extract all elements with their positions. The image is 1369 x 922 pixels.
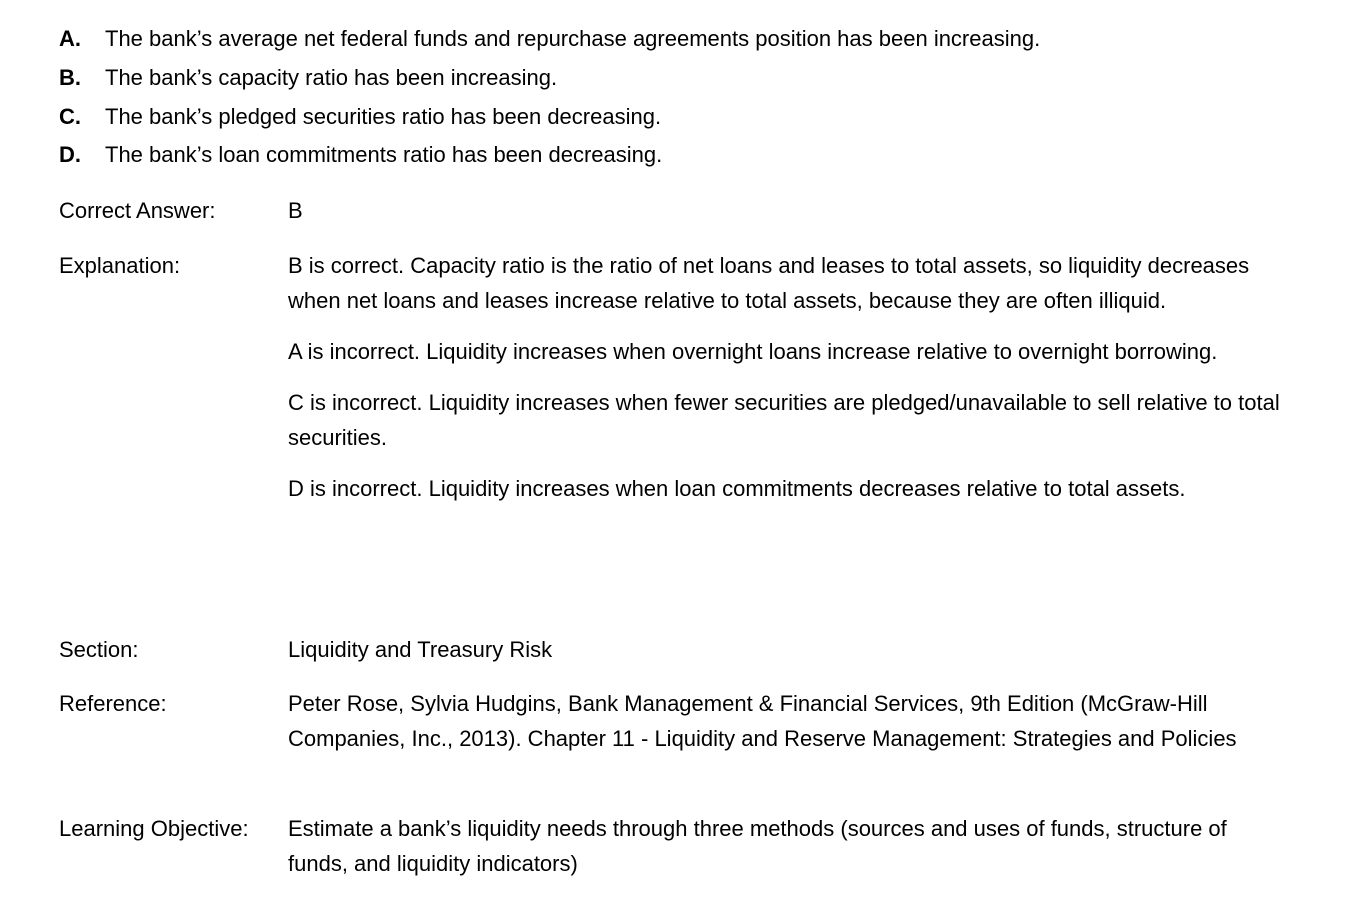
explanation-paragraph: C is incorrect. Liquidity increases when fewer securities are pledged/unavailable to sell relative to total securities. — [288, 390, 1280, 450]
reference-label: Reference: — [59, 691, 167, 716]
explanation-paragraph: B is correct. Capacity ratio is the ratio of net loans and leases to total assets, so liquidity decreases when net loans and leases increase relative to total assets, because they are often illiquid. — [288, 253, 1250, 313]
explanation-text — [288, 248, 1288, 506]
option-b — [59, 61, 1309, 100]
option-c — [59, 100, 1309, 139]
learning-objective-label: Learning Objective: — [59, 816, 249, 841]
explanation-paragraph: A is incorrect. Liquidity increases when overnight loans increase relative to overnight borrowing. — [288, 339, 1218, 364]
option-text: The bank’s loan commitments ratio has been decreasing. — [105, 142, 663, 168]
option-letter: B. — [59, 64, 81, 90]
section-label: Section: — [59, 637, 139, 662]
option-letter: D. — [59, 142, 81, 168]
explanation-label: Explanation: — [59, 253, 181, 278]
option-text: The bank’s pledged securities ratio has been decreasing. — [105, 103, 662, 129]
answer-options — [59, 22, 1309, 177]
option-letter: C. — [59, 103, 81, 129]
section-value: Liquidity and Treasury Risk — [288, 637, 553, 662]
option-text: The bank’s capacity ratio has been increasing. — [105, 64, 558, 90]
option-a — [59, 22, 1309, 61]
option-text: The bank’s average net federal funds and repurchase agreements position has been increasing. — [105, 26, 1041, 51]
correct-answer-value: B — [288, 198, 303, 223]
option-d — [59, 138, 1309, 177]
option-letter: A. — [59, 26, 81, 51]
reference-value: Peter Rose, Sylvia Hudgins, Bank Management & Financial Services, 9th Edition (McGraw-Hill Companies, Inc., 2013). Chapter 11 - Liquidity and Reserve Management: Strategies and Policies — [288, 691, 1237, 751]
explanation-paragraph: D is incorrect. Liquidity increases when loan commitments decreases relative to total assets. — [288, 476, 1186, 501]
correct-answer-label: Correct Answer: — [59, 198, 216, 223]
learning-objective-value: Estimate a bank’s liquidity needs through three methods (sources and uses of funds, structure of funds, and liquidity indicators) — [288, 816, 1227, 876]
